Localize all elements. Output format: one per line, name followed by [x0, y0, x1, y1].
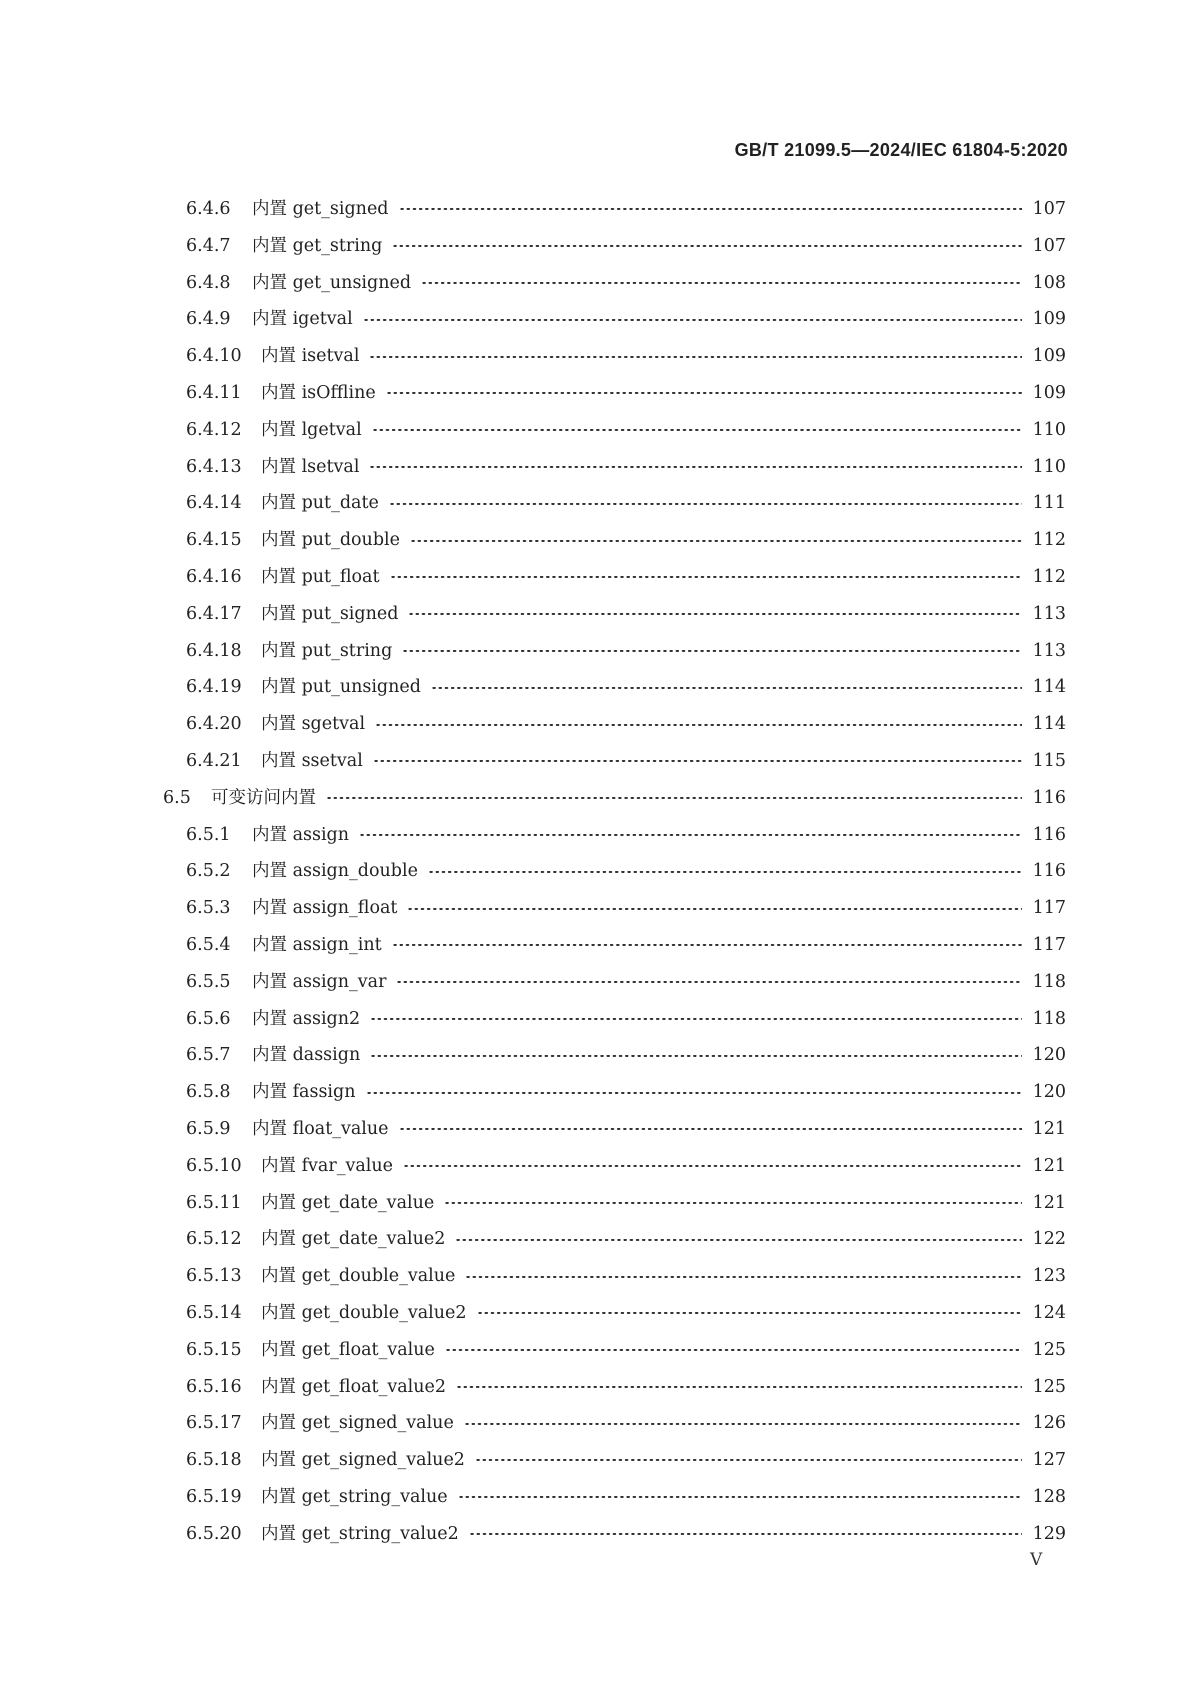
toc-entry-title: 内置 assign_int — [252, 934, 382, 955]
toc-entry[interactable] — [0, 1442, 1066, 1479]
toc-entry[interactable] — [0, 964, 1066, 1001]
toc-entry-page: 128 — [1032, 1486, 1066, 1507]
toc-entry-page: 112 — [1032, 530, 1066, 551]
toc-entry-page: 122 — [1032, 1229, 1066, 1250]
toc-entry-title: 内置 isOffline — [261, 382, 376, 403]
toc-entry-title: 内置 get_string_value — [261, 1486, 448, 1507]
toc-leader-dots — [410, 540, 1022, 542]
toc-entry-number: 6.4.17 — [186, 603, 242, 624]
toc-entry[interactable] — [0, 1258, 1066, 1295]
toc-entry-title: 内置 assign2 — [252, 1008, 361, 1029]
toc-entry-page: 121 — [1032, 1192, 1066, 1213]
toc-entry-title: 内置 fvar_value — [261, 1155, 394, 1176]
toc-entry[interactable] — [0, 669, 1066, 706]
toc-entry-number: 6.5.9 — [186, 1118, 231, 1139]
toc-entry-number: 6.4.18 — [186, 640, 242, 661]
toc-leader-dots — [475, 1459, 1022, 1461]
toc-entry-title: 内置 put_date — [261, 493, 379, 514]
toc-entry-title: 内置 put_float — [261, 566, 380, 587]
toc-entry-number: 6.5.14 — [186, 1302, 242, 1323]
toc-entry-title: 内置 put_unsigned — [261, 677, 421, 698]
toc-entry-number: 6.5.5 — [186, 971, 231, 992]
toc-entry-title: 内置 get_date_value2 — [261, 1229, 446, 1250]
toc-entry-number: 6.5.2 — [186, 861, 231, 882]
toc-leader-dots — [396, 981, 1022, 983]
toc-entry-page: 113 — [1032, 640, 1066, 661]
toc-entry-page: 116 — [1032, 861, 1066, 882]
toc-entry-page: 116 — [1032, 787, 1066, 808]
toc-leader-dots — [386, 392, 1022, 394]
toc-leader-dots — [408, 613, 1022, 615]
toc-entry-page: 112 — [1032, 566, 1066, 587]
toc-leader-dots — [458, 1496, 1022, 1498]
toc-entry-number: 6.4.8 — [186, 272, 231, 293]
toc-entry[interactable] — [0, 228, 1066, 265]
toc-leader-dots — [392, 245, 1022, 247]
toc-entry-number: 6.4.16 — [186, 566, 242, 587]
toc-leader-dots — [390, 576, 1023, 578]
toc-entry-title: 内置 get_signed_value — [261, 1413, 454, 1434]
toc-entry-number: 6.4.12 — [186, 419, 242, 440]
toc-entry-number: 6.4.7 — [186, 235, 231, 256]
toc-entry-title: 内置 ssetval — [261, 750, 363, 771]
toc-entry[interactable] — [0, 449, 1066, 486]
toc-entry-number: 6.5.19 — [186, 1486, 242, 1507]
toc-entry-number: 6.4.19 — [186, 677, 242, 698]
toc-entry-number: 6.5.16 — [186, 1376, 242, 1397]
toc-entry-title: 内置 isetval — [261, 346, 360, 367]
toc-entry-page: 121 — [1032, 1155, 1066, 1176]
toc-entry-title: 内置 dassign — [252, 1045, 361, 1066]
toc-leader-dots — [445, 1349, 1022, 1351]
toc-entry-title: 内置 assign_double — [252, 861, 418, 882]
toc-entry-number: 6.5.1 — [186, 824, 231, 845]
toc-entry-title: 内置 get_date_value — [261, 1192, 435, 1213]
toc-leader-dots — [444, 1202, 1022, 1204]
toc-entry-number: 6.4.14 — [186, 493, 242, 514]
toc-entry[interactable] — [0, 1221, 1066, 1258]
toc-entry-title: 内置 put_signed — [261, 603, 399, 624]
toc-leader-dots — [392, 944, 1022, 946]
toc-leader-dots — [372, 429, 1022, 431]
toc-leader-dots — [366, 1092, 1022, 1094]
toc-entry-page: 114 — [1032, 677, 1066, 698]
toc-entry[interactable] — [0, 1111, 1066, 1148]
toc-entry-title: 内置 get_double_value — [261, 1266, 456, 1287]
toc-entry[interactable] — [0, 1001, 1066, 1038]
toc-entry[interactable] — [0, 743, 1066, 780]
toc-entry-title: 内置 put_double — [261, 530, 400, 551]
toc-entry-page: 107 — [1032, 235, 1066, 256]
toc-entry-page: 113 — [1032, 603, 1066, 624]
toc-entry[interactable] — [0, 1295, 1066, 1332]
toc-entry[interactable] — [0, 191, 1066, 228]
toc-entry-page: 125 — [1032, 1339, 1066, 1360]
toc-entry-page: 120 — [1032, 1045, 1066, 1066]
toc-entry-number: 6.5.8 — [186, 1082, 231, 1103]
toc-leader-dots — [370, 1055, 1022, 1057]
toc-entry[interactable] — [0, 1405, 1066, 1442]
toc-entry-number: 6.5.6 — [186, 1008, 231, 1029]
toc-entry[interactable] — [0, 1185, 1066, 1222]
toc-entry[interactable] — [0, 706, 1066, 743]
toc-leader-dots — [421, 282, 1022, 284]
toc-leader-dots — [369, 356, 1022, 358]
toc-entry-page: 109 — [1032, 309, 1066, 330]
toc-entry[interactable] — [0, 927, 1066, 964]
toc-entry-page: 109 — [1032, 346, 1066, 367]
toc-entry-number: 6.5.15 — [186, 1339, 242, 1360]
toc-entry-number: 6.5.4 — [186, 934, 231, 955]
toc-entry-number: 6.5.12 — [186, 1229, 242, 1250]
toc-entry-title: 内置 get_float_value — [261, 1339, 435, 1360]
toc-entry[interactable] — [0, 375, 1066, 412]
toc-leader-dots — [431, 687, 1022, 689]
document-standard-id: GB/T 21099.5—2024/IEC 61804-5:2020 — [734, 140, 1068, 160]
toc-entry[interactable] — [0, 412, 1066, 449]
toc-entry-title: 内置 assign_var — [252, 971, 387, 992]
toc-entry-page: 118 — [1032, 1008, 1066, 1029]
toc-entry[interactable] — [0, 522, 1066, 559]
toc-entry-page: 124 — [1032, 1302, 1066, 1323]
toc-entry[interactable] — [0, 1479, 1066, 1516]
toc-entry-number: 6.5.13 — [186, 1266, 242, 1287]
toc-entry-number: 6.4.9 — [186, 309, 231, 330]
toc-entry-number: 6.5.10 — [186, 1155, 242, 1176]
toc-leader-dots — [399, 208, 1022, 210]
toc-entry-page: 126 — [1032, 1413, 1066, 1434]
toc-entry[interactable] — [0, 338, 1066, 375]
toc-entry-title: 内置 sgetval — [261, 714, 366, 735]
toc-entry-page: 121 — [1032, 1118, 1066, 1139]
toc-leader-dots — [389, 503, 1022, 505]
toc-entry-page: 117 — [1032, 898, 1066, 919]
toc-entry-page: 116 — [1032, 824, 1066, 845]
toc-leader-dots — [407, 908, 1022, 910]
toc-entry-title: 内置 lgetval — [261, 419, 362, 440]
toc-entry-title: 内置 get_signed_value2 — [261, 1450, 465, 1471]
toc-entry-number: 6.5 — [163, 787, 191, 808]
toc-entry-number: 6.5.11 — [186, 1192, 242, 1213]
toc-entry-page: 129 — [1032, 1523, 1066, 1544]
toc-entry-page: 107 — [1032, 199, 1066, 219]
toc-entry[interactable] — [0, 1332, 1066, 1369]
toc-leader-dots — [464, 1423, 1022, 1425]
toc-entry-number: 6.5.7 — [186, 1045, 231, 1066]
toc-leader-dots — [402, 650, 1022, 652]
toc-entry-page: 110 — [1032, 419, 1066, 440]
toc-leader-dots — [469, 1533, 1022, 1535]
toc-leader-dots — [465, 1276, 1022, 1278]
toc-entry-number: 6.4.21 — [186, 750, 242, 771]
toc-entry-title: 内置 get_string_value2 — [261, 1523, 459, 1544]
toc-leader-dots — [375, 724, 1022, 726]
toc-entry-number: 6.4.15 — [186, 530, 242, 551]
toc-leader-dots — [370, 1018, 1022, 1020]
toc-leader-dots — [428, 871, 1022, 873]
toc-entry-title: 内置 get_unsigned — [252, 272, 412, 293]
toc-entry[interactable] — [0, 890, 1066, 927]
toc-entry[interactable] — [0, 853, 1066, 890]
toc-leader-dots — [456, 1386, 1022, 1388]
table-of-contents — [0, 191, 1191, 1552]
toc-entry-title: 内置 lsetval — [261, 456, 360, 477]
toc-entry-page: 114 — [1032, 714, 1066, 735]
toc-entry-page: 120 — [1032, 1082, 1066, 1103]
toc-entry-number: 6.4.20 — [186, 714, 242, 735]
toc-entry[interactable] — [0, 265, 1066, 302]
toc-entry[interactable] — [0, 559, 1066, 596]
toc-entry[interactable] — [0, 1074, 1066, 1111]
toc-entry-title: 可变访问内置 — [211, 787, 316, 808]
toc-entry-number: 6.4.11 — [186, 382, 242, 403]
toc-entry[interactable] — [0, 485, 1066, 522]
toc-leader-dots — [326, 797, 1022, 799]
toc-entry-title: 内置 assign — [252, 824, 350, 845]
toc-entry-title: 内置 fassign — [252, 1082, 356, 1103]
toc-leader-dots — [359, 834, 1022, 836]
toc-leader-dots — [477, 1312, 1023, 1314]
toc-entry-title: 内置 float_value — [252, 1118, 389, 1139]
toc-entry[interactable] — [0, 633, 1066, 670]
toc-entry-title: 内置 put_string — [261, 640, 393, 661]
toc-leader-dots — [455, 1239, 1022, 1241]
toc-entry-number: 6.4.10 — [186, 346, 242, 367]
toc-entry[interactable] — [0, 301, 1066, 338]
toc-entry-title: 内置 get_float_value2 — [261, 1376, 447, 1397]
toc-entry-page: 117 — [1032, 934, 1066, 955]
toc-entry-page: 111 — [1032, 493, 1066, 514]
toc-leader-dots — [403, 1165, 1022, 1167]
toc-entry-title: 内置 assign_float — [252, 898, 398, 919]
toc-entry[interactable] — [0, 1037, 1066, 1074]
toc-leader-dots — [369, 466, 1022, 468]
toc-leader-dots — [399, 1128, 1022, 1130]
toc-entry-number: 6.5.20 — [186, 1523, 242, 1544]
toc-entry-page: 123 — [1032, 1266, 1066, 1287]
toc-entry[interactable] — [0, 817, 1066, 854]
toc-entry-number: 6.5.3 — [186, 898, 231, 919]
toc-entry-page: 115 — [1032, 750, 1066, 771]
toc-leader-dots — [363, 319, 1022, 321]
toc-entry-page: 110 — [1032, 456, 1066, 477]
toc-entry[interactable] — [0, 1148, 1066, 1185]
toc-entry-number: 6.4.6 — [186, 199, 231, 219]
toc-entry-title: 内置 get_double_value2 — [261, 1302, 467, 1323]
toc-leader-dots — [373, 760, 1022, 762]
page-number: V — [1030, 1550, 1043, 1570]
toc-entry-title: 内置 igetval — [252, 309, 353, 330]
toc-entry-page: 108 — [1032, 272, 1066, 293]
toc-entry[interactable] — [0, 1516, 1066, 1553]
toc-entry-page: 109 — [1032, 382, 1066, 403]
toc-entry[interactable] — [0, 780, 1066, 817]
toc-entry-title: 内置 get_string — [252, 235, 383, 256]
toc-entry-page: 118 — [1032, 971, 1066, 992]
toc-entry-number: 6.4.13 — [186, 456, 242, 477]
toc-entry-page: 127 — [1032, 1450, 1066, 1471]
toc-entry-number: 6.5.17 — [186, 1413, 242, 1434]
toc-entry-title: 内置 get_signed — [252, 199, 389, 219]
toc-entry[interactable] — [0, 596, 1066, 633]
toc-entry-number: 6.5.18 — [186, 1450, 242, 1471]
toc-entry[interactable] — [0, 1369, 1066, 1406]
toc-entry-page: 125 — [1032, 1376, 1066, 1397]
